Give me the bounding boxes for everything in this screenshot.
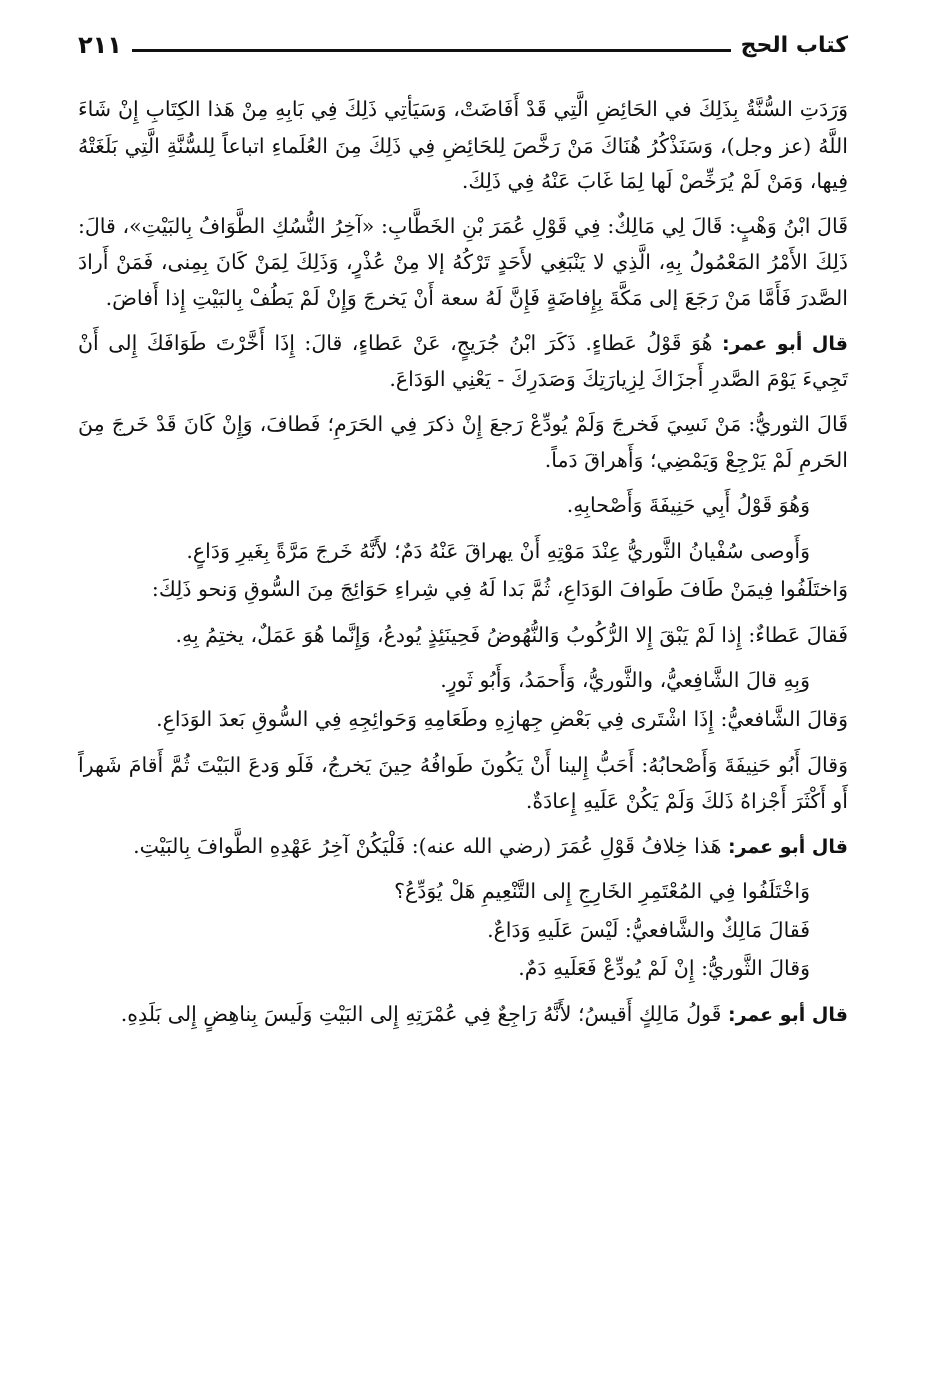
paragraph-text: قَولُ مَالِكٍ أَقيسُ؛ لأَنَّهُ رَاجِعٌ فِي عُمْرَتِهِ إِلى البَيْتِ وَلَيسَ بِناهِضٍ إِلى بَلَدِهِ. [120,1002,722,1027]
paragraph-text: قَالَ الثوريُّ: مَنْ نَسِيَ فَخرجَ وَلَمْ يُودِّعْ رَجعَ إِنْ ذكرَ فِي الحَرَمِ؛ فَطافَ، وَإِنْ كَانَ قَدْ خَرجَ مِنَ الحَرمِ لَمْ يَرْجِعْ وَيَمْضِي؛ وَأَهراقَ دَماً. [78,411,848,473]
paragraph-text: وَقالَ أَبُو حَنِيفَةَ وَأَصْحابُهُ: أَحَبُّ إِلينا أَنْ يَكُونَ طَوافُهُ حِينَ يَخرجُ، فَلَو وَدعَ البَيْتَ ثُمَّ أَقامَ شَهراً أَو أَكْثَرَ أَجْزاهُ ذَلكَ وَلَمْ يَكُنْ عَلَيهِ إِعادَةٌ. [78,752,848,814]
paragraph-text: وَبِهِ قالَ الشَّافِعيُّ، والثَّوريُّ، وَأَحمَدُ، وَأَبُو ثَورٍ. [440,668,810,693]
running-title: كتاب الحج [740,32,848,58]
paragraph-text: فَقالَ عَطاءٌ: إِذا لَمْ يَبْقَ إِلا الرُّكُوبُ وَالنُّهُوضُ فَحِينَئِذٍ يُودعُ، وَإِنَّما هُوَ عَمَلٌ، يختِمُ بِهِ. [175,622,848,647]
paragraph [78,997,848,1034]
paragraph [78,534,848,571]
paragraph [78,407,848,479]
main-text [78,92,848,1034]
paragraph [78,488,848,525]
page-header [78,0,848,64]
paragraph [78,913,848,950]
paragraph-speaker: قال أبو عمر: [721,1004,848,1027]
paragraph-speaker: قال أبو عمر: [712,332,848,355]
paragraph-speaker: قال أبو عمر: [721,835,848,858]
paragraph [78,618,848,655]
paragraph-text: فَقالَ مَالِكٌ والشَّافعيُّ: لَيْسَ عَلَيهِ وَدَاعٌ. [487,917,810,942]
paragraph [78,572,848,609]
paragraph [78,92,848,200]
paragraph-text: هَذا خِلافُ قَوْلِ عُمَرَ (رضي الله عنه): فَلْيَكُنْ آخِرُ عَهْدِهِ الطَّوافَ بِالبَيْتِ. [133,833,722,858]
paragraph [78,829,848,866]
paragraph-text: وَاختَلَفُوا فِيمَنْ طَافَ طَوافَ الوَدَاعِ، ثُمَّ بَدا لَهُ فِي شِراءِ حَوَائِجَ مِنَ السُّوقِ وَنحو ذَلِكَ: [151,577,848,602]
paragraph-text: وَأَوصى سُفْيانُ الثَّوريُّ عِنْدَ مَوْتِهِ أَنْ يهراقَ عَنْهُ دَمٌ؛ لأَنَّهُ خَرجَ مَرَّةً بِغَيرِ وَدَاعٍ. [186,538,810,563]
paragraph-text: وَاخْتَلَفُوا فِي المُعْتَمِرِ الخَارِجِ إِلى التَّنْعِيمِ هَلْ يُوَدِّعُ؟ [394,879,810,904]
page-number: ٢١١ [78,31,122,59]
paragraph-text: وَهُوَ قَوْلُ أَبِي حَنِيفَةَ وَأَصْحابِهِ. [566,492,810,517]
paragraph [78,209,848,317]
paragraph-text: قَالَ ابْنُ وَهْبٍ: قَالَ لِي مَالِكٌ: فِي قَوْلِ عُمَرَ بْنِ الخَطَّابِ: «آخِرُ النُّسُكِ الطَّوَافُ بِالبَيْتِ»، قالَ: ذَلِكَ الأَمْرُ المَعْمُولُ بِهِ، الَّذِي لا يَنْبَغِي لأَحَدٍ تَرْكُهُ إلا مِنْ عُذْرٍ، وَذَلِكَ لِمَنْ كَانَ بِمِنى، فَمَنْ أَرادَ الصَّدرَ فَأَمَّا مَنْ رَجَعَ إلى مَكَّةَ بِإِفاضَةٍ فَإِنَّ لَهُ سعة أَنْ يَخرجَ وَإِنْ لَمْ يَطُفْ بِالبَيْتِ إِذا أَفاضَ. [78,213,848,310]
paragraph [78,702,848,739]
paragraph [78,748,848,820]
paragraph [78,951,848,988]
paragraph-text: هُوَ قَوْلُ عَطاءٍ. ذَكَرَ ابْنُ جُرَيجٍ، عَنْ عَطاءٍ، قالَ: إِذَا أَخَّرْتَ طَوَافَكَ إِلى أَنْ تَجِيءَ يَوْمَ الصَّدرِ أَجزَاكَ لِزِيارَتِكَ وَصَدَرِكَ - يَعْنِي الوَدَاعَ. [78,330,848,392]
paragraph-text: وَرَدَتِ السُّنَّةُ بِذَلِكَ في الحَائِضِ الَّتِي قَدْ أَفَاضَتْ، وَسَيَأتِي ذَلِكَ فِي بَابِهِ مِنْ هَذا الكِتَابِ إِنْ شَاءَ اللَّهُ (عز وجل)، وَسَنَذْكُرُ هُنَاكَ مَنْ رَخَّصَ لِلحَائِضِ فِي ذَلِكَ مِنَ العُلَماءِ اتباعاً لِلسُّنَّةِ الَّتِي بَلَغَتْهُ فِيها، وَمَنْ لَمْ يُرَخِّصْ لَها لِمَا غَابَ عَنْهُ فِي ذَلِكَ. [78,97,848,194]
paragraph-text: وَقالَ الثَّوريُّ: إِنْ لَمْ يُودِّعْ فَعَلَيهِ دَمٌ. [518,956,810,981]
paragraph-text: وَقالَ الشَّافعيُّ: إِذَا اشْتَرى فِي بَعْضِ جِهازِهِ وطَعَامِهِ وَحَوائِجِهِ فِي السُّوقِ بَعدَ الوَدَاعِ. [156,706,848,731]
header-rule [132,49,731,52]
paragraph [78,874,848,911]
paragraph [78,326,848,398]
paragraph [78,663,848,700]
